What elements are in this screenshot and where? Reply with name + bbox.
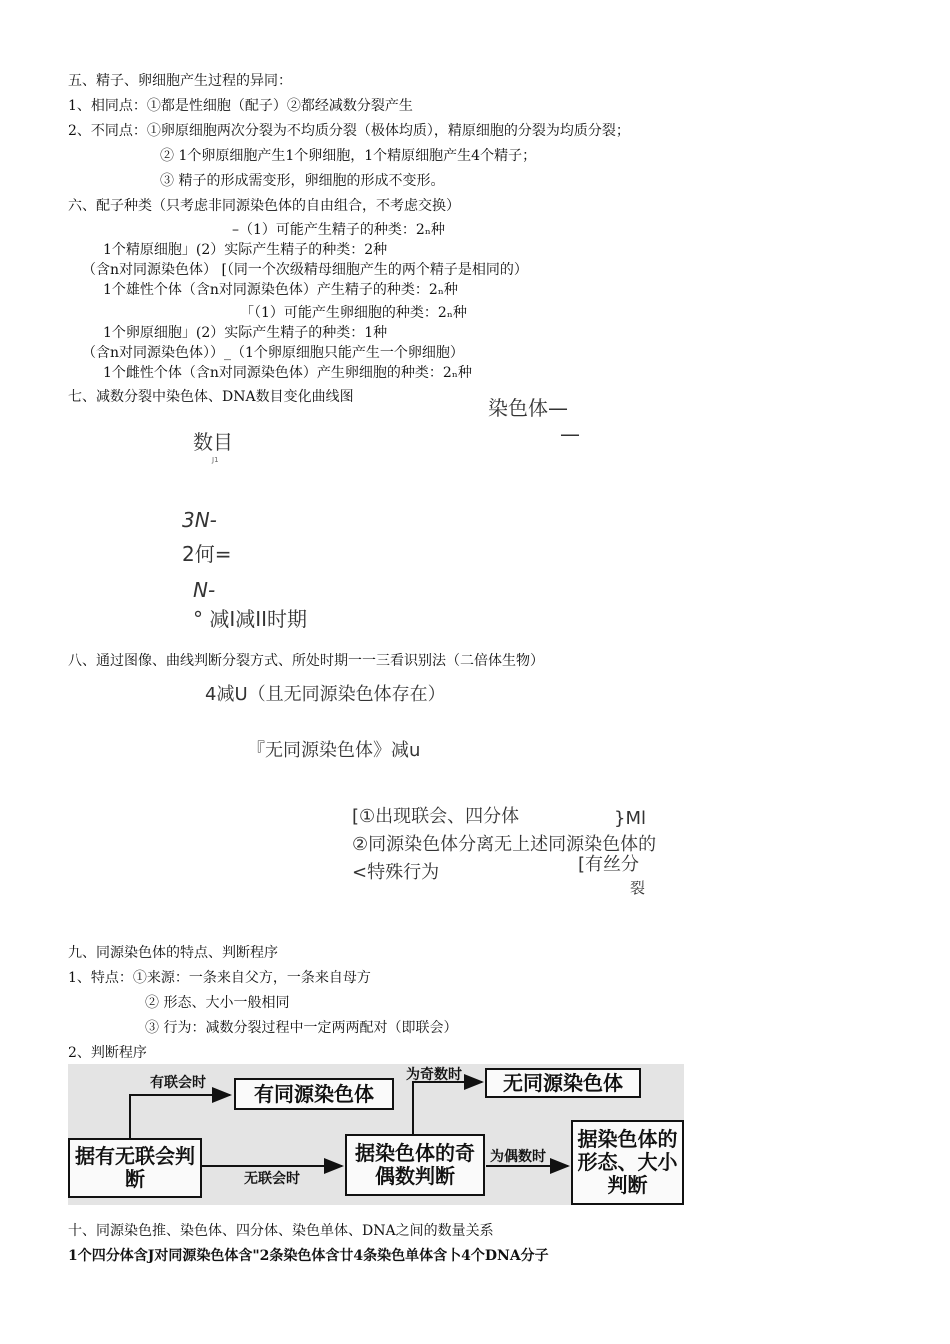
- chart-legend-dash: —: [560, 422, 580, 446]
- flow-box-no-homologous: 无同源染色体: [485, 1068, 641, 1098]
- section8-rule-c2: }Ml: [614, 808, 646, 829]
- section5-similarity: 1、相同点：①都是性细胞（配子）②都经减数分裂产生: [68, 98, 413, 114]
- section6-line8: 1个雌性个体（含n对同源染色体）产生卵细胞的种类：2ₙ种: [103, 365, 472, 381]
- section6-line3: （含n对同源染色体） [（同一个次级精母细胞产生的两个精子是相同的）: [82, 262, 528, 278]
- chart-tick-3n: 3N-: [182, 508, 217, 532]
- chart-legend-chromosome: 染色体—: [488, 396, 568, 420]
- section5-difference-1: 2、不同点：①卵原细胞两次分裂为不均质分裂（极体均质），精原细胞的分裂为均质分裂；: [68, 123, 630, 139]
- section6-line6: 1个卵原细胞」(2）实际产生精子的种类：1种: [103, 325, 388, 341]
- section10-relation: 1个四分体含J对同源染色体含"2条染色体含廿4条染色单体含卜4个DNA分子: [68, 1248, 549, 1264]
- section5-title: 五、精子、卵细胞产生过程的异同：: [68, 73, 292, 89]
- section9-title: 九、同源染色体的特点、判断程序: [68, 945, 278, 961]
- section5-difference-3: ③ 精子的形成需变形，卵细胞的形成不变形。: [160, 173, 445, 189]
- section8-rule-c4: <特殊行为: [352, 862, 440, 883]
- section9-feature-3: ③ 行为：减数分裂过程中一定两两配对（即联会）: [145, 1020, 458, 1036]
- section6-line5: 「（1）可能产生卵细胞的种类：2ₙ种: [240, 305, 467, 321]
- flow-label-no-synapsis: 无联会时: [244, 1171, 300, 1187]
- flow-label-even: 为偶数时: [490, 1149, 546, 1165]
- chart-tiny-mark: J1: [212, 456, 219, 464]
- section8-title: 八、通过图像、曲线判断分裂方式、所处时期一一三看识别法（二倍体生物）: [68, 653, 544, 669]
- flow-box-odd-even: 据染色体的奇偶数判断: [345, 1134, 485, 1196]
- section8-rule-b: 『无同源染色体》减u: [247, 740, 421, 761]
- section6-line7: （含n对同源染色体））_（1个卵原细胞只能产生一个卵细胞）: [82, 345, 464, 361]
- section8-rule-c3: ②同源染色体分离无上述同源染色体的: [352, 834, 657, 855]
- flow-box-has-homologous: 有同源染色体: [234, 1078, 394, 1110]
- section9-feature-2: ② 形态、大小一般相同: [145, 995, 290, 1011]
- section8-rule-a: 4减U（且无同源染色体存在）: [205, 684, 446, 705]
- section6-line2: 1个精原细胞」(2）实际产生精子的种类：2种: [103, 242, 388, 258]
- flow-box-morphology: 据染色体的形态、大小判断: [571, 1120, 684, 1205]
- section10-title: 十、同源染色推、染色体、四分体、染色单体、DNA之间的数量关系: [68, 1223, 494, 1239]
- section6-line4: 1个雄性个体（含n对同源染色体）产生精子的种类：2ₙ种: [103, 282, 458, 298]
- chart-y-label: 数目: [193, 430, 233, 454]
- section8-rule-c6: 裂: [630, 879, 646, 897]
- section8-rule-c5: [有丝分: [578, 854, 640, 875]
- section5-difference-2: ② 1个卵原细胞产生1个卵细胞，1个精原细胞产生4个精子；: [160, 148, 537, 164]
- section7-title: 七、减数分裂中染色体、DNA数目变化曲线图: [68, 389, 354, 405]
- section6-line1: –（1）可能产生精子的种类：2ₙ种: [232, 222, 445, 238]
- chart-tick-n: N-: [193, 578, 216, 602]
- section9-feature-1: 1、特点：①来源：一条来自父方，一条来自母方: [68, 970, 371, 986]
- section8-rule-c1: [①出现联会、四分体: [352, 806, 520, 827]
- chart-x-label: ° 减I减II时期: [193, 607, 308, 631]
- flow-box-start: 据有无联会判断: [68, 1138, 202, 1198]
- flow-label-has-synapsis: 有联会时: [150, 1075, 206, 1091]
- judgment-flowchart: [68, 1064, 684, 1205]
- section6-title: 六、配子种类（只考虑非同源染色体的自由组合，不考虑交换）: [68, 198, 460, 214]
- flow-label-odd: 为奇数时: [406, 1067, 462, 1083]
- section9-procedure-title: 2、判断程序: [68, 1045, 147, 1061]
- chart-tick-2n: 2何=: [182, 542, 232, 566]
